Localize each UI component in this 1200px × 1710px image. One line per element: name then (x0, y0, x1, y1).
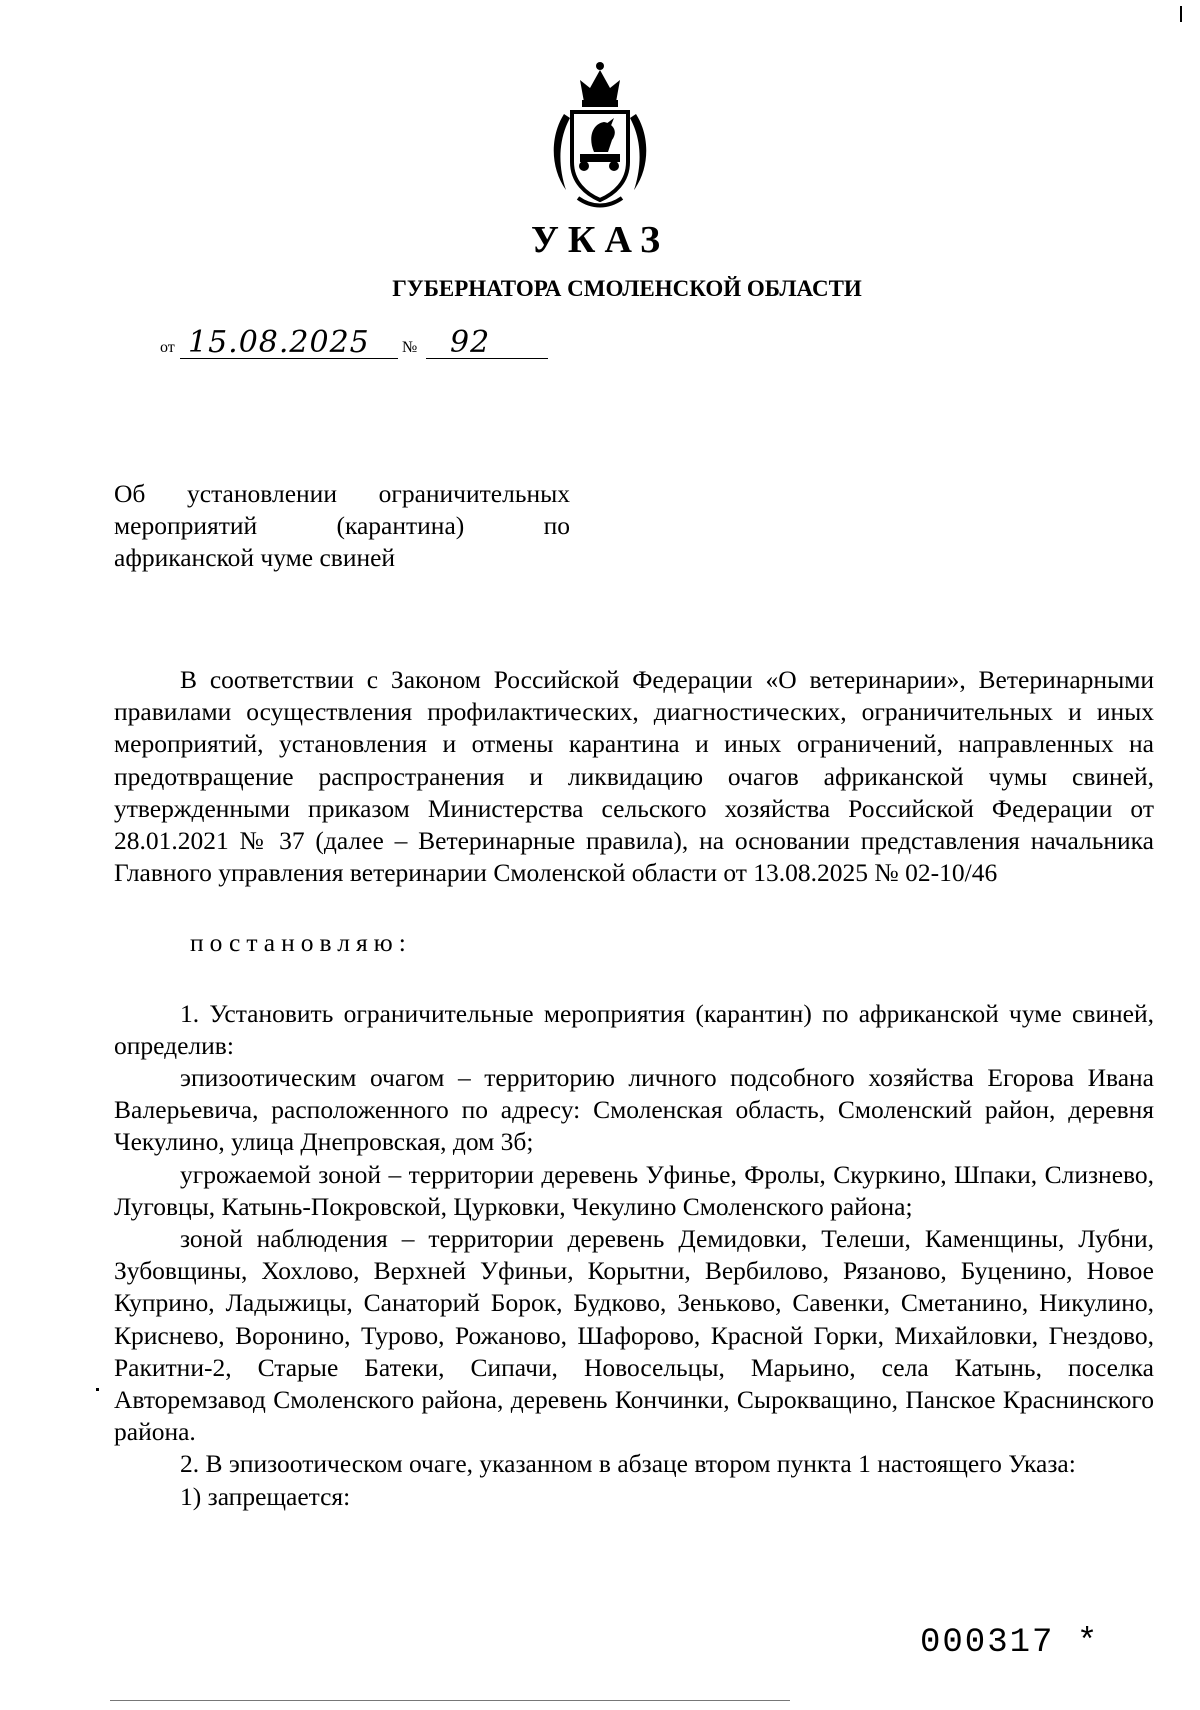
form-serial-number: 000317 * (920, 1624, 1100, 1662)
scan-edge-line (110, 1700, 790, 1701)
item-1-paragraph: 1. Установить ограничительные мероприятия (карантин) по африканской чуме свиней, определив: (114, 998, 1154, 1060)
date-number-line (160, 327, 600, 367)
handwritten-date: 15.08.2025 (188, 325, 370, 360)
number-underline (426, 358, 548, 359)
scan-artifact-mark (1180, 6, 1182, 22)
number-label: № (402, 339, 418, 356)
handwritten-number: 92 (450, 325, 491, 360)
date-prefix-label: от (160, 339, 175, 356)
item-1-watch-zone-paragraph: зоной наблюдения – территории деревень Демидовки, Телеши, Каменщины, Лубни, Зубовщины, Хохлово, Верхней Уфиньи, Корытни, Вербилово, Рязаново, Буценино, Новое Куприно, Ладыжицы, Санаторий Борок, Будково, Зеньково, Савенки, Сметанино, Никулино, Криснево, Воронино, Турово, Рожаново, Шафорово, Красной Горки, Михайловки, Гнездово, Ракитни-2, Старые Батеки, Сипачи, Новосельцы, Марьино, села Катынь, поселка Авторемзавод Смоленского района, деревень Кончинки, Сырокващино, Панское Краснинского района. (114, 1224, 1154, 1447)
decree-keyword: постановляю: (190, 928, 412, 958)
item-2-subitem-1: 1) запрещается: (180, 1481, 351, 1511)
decree-subject: Об установлении ограничительных мероприятий (карантина) по африканской чуме свиней (114, 479, 570, 572)
preamble-paragraph: В соответствии с Законом Российской Федерации «О ветеринарии», Ветеринарными правилами осуществления профилактических, диагностических, ограничительных и иных мероприятий, установления и отмены карантина и иных ограничений, направленных на предотвращение распространения и ликвидацию очагов африканской чумы свиней, утвержденными приказом Министерства сельского хозяйства Российской Федерации от 28.01.2021 № 37 (далее – Ветеринарные правила), на основании представления начальника Главного управления ветеринарии Смоленской области от 13.08.2025 № 02-10/46 (114, 665, 1154, 888)
date-underline (180, 358, 398, 359)
decree-body (114, 664, 1154, 1513)
coat-of-arms-icon (548, 58, 652, 210)
item-2-paragraph: 2. В эпизоотическом очаге, указанном в абзаце втором пункта 1 настоящего Указа: (180, 1449, 1076, 1479)
issuer-title: ГУБЕРНАТОРА СМОЛЕНСКОЙ ОБЛАСТИ (392, 276, 862, 301)
document-title: УКАЗ (531, 219, 669, 261)
scan-artifact-dot (96, 1388, 99, 1391)
item-1-threat-zone-paragraph: угрожаемой зоной – территории деревень Уфинье, Фролы, Скуркино, Шпаки, Слизнево, Луговцы, Катынь-Покровской, Цурковки, Чекулино Смоленского района; (114, 1159, 1154, 1221)
item-1-focus-paragraph: эпизоотическим очагом – территорию личного подсобного хозяйства Егорова Ивана Валерьевича, расположенного по адресу: Смоленская область, Смоленский район, деревня Чекулино, улица Днепровская, дом 3б; (114, 1063, 1154, 1157)
